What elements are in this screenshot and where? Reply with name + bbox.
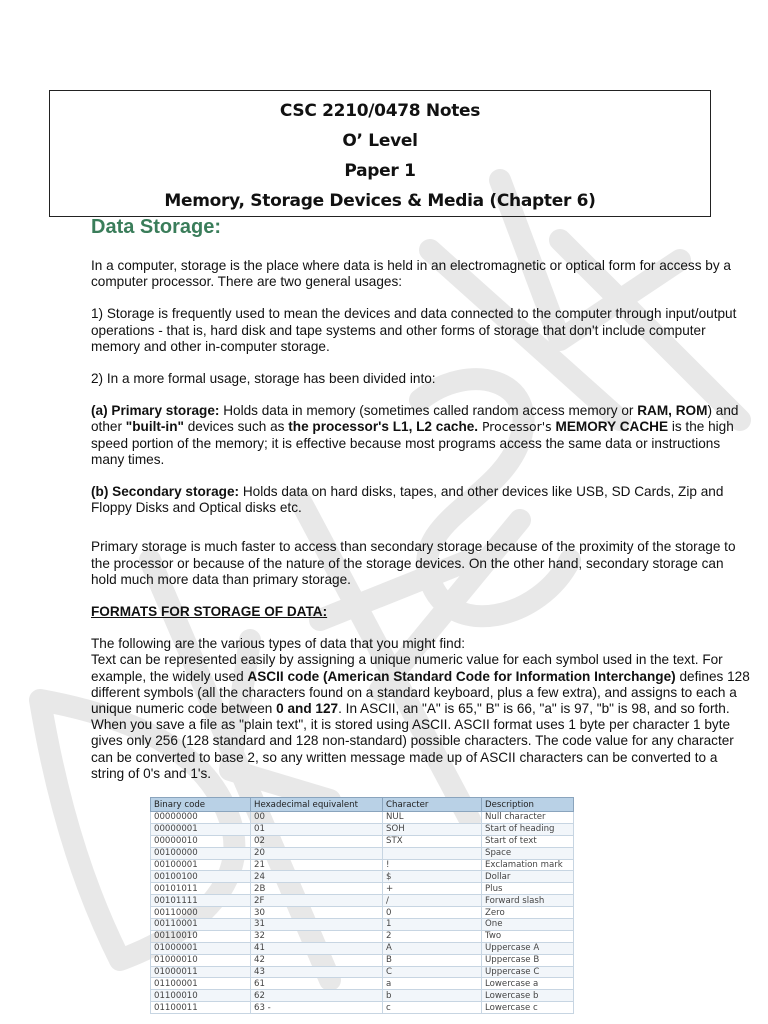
binary-cell: 00110010 xyxy=(151,930,251,942)
primary-text: ) and other xyxy=(91,403,739,435)
formats-heading: FORMATS FOR STORAGE OF DATA: xyxy=(91,604,328,620)
description-cell: Forward slash xyxy=(482,895,574,907)
secondary-label: (b) Secondary storage: xyxy=(91,484,240,500)
description-cell: Plus xyxy=(482,883,574,895)
header-description: Description xyxy=(482,798,574,812)
formats-paragraph xyxy=(91,636,751,782)
ascii-definition: ASCII code (American Standard Code for Information Interchange) xyxy=(247,668,676,684)
hex-cell: 61 xyxy=(251,978,383,990)
table-row xyxy=(151,966,574,978)
table-row xyxy=(151,954,574,966)
table-row xyxy=(151,907,574,919)
table-row xyxy=(151,859,574,871)
built-in: "built-in" xyxy=(125,419,184,435)
table-row xyxy=(151,895,574,907)
table-row xyxy=(151,871,574,883)
binary-cell: 01100010 xyxy=(151,990,251,1002)
binary-cell: 01000001 xyxy=(151,942,251,954)
ram-rom: RAM, ROM xyxy=(637,403,708,419)
primary-text: Holds data in memory (sometimes called random access memory or xyxy=(219,403,638,419)
chapter-title: Memory, Storage Devices & Media (Chapter 6) xyxy=(164,191,596,211)
character-cell: NUL xyxy=(383,812,482,824)
hex-cell: 20 xyxy=(251,847,383,859)
primary-text: is the high speed portion of the memory; it is effective because most programs access the same data or instructions many times. xyxy=(91,419,734,467)
table-row xyxy=(151,835,574,847)
usage-1-paragraph: 1) Storage is frequently used to mean the devices and data connected to the computer through input/output operations - that is, hard disk and tape systems and other forms of storage that don't include computer memory and other in-computer storage. xyxy=(91,306,737,354)
table-row xyxy=(151,823,574,835)
hex-cell: 30 xyxy=(251,907,383,919)
description-cell: One xyxy=(482,919,574,931)
binary-cell: 01100011 xyxy=(151,1002,251,1014)
paper: Paper 1 xyxy=(344,161,416,181)
description-cell: Two xyxy=(482,930,574,942)
table-row xyxy=(151,1002,574,1014)
character-cell: $ xyxy=(383,871,482,883)
description-cell: Null character xyxy=(482,812,574,824)
processor-cache: the processor's L1, L2 cache. xyxy=(288,419,479,435)
character-cell: C xyxy=(383,966,482,978)
memory-cache: MEMORY CACHE xyxy=(555,419,669,435)
character-cell: 1 xyxy=(383,919,482,931)
hex-cell: 32 xyxy=(251,930,383,942)
table-row xyxy=(151,930,574,942)
character-cell xyxy=(383,847,482,859)
description-cell: Uppercase C xyxy=(482,966,574,978)
hex-cell: 42 xyxy=(251,954,383,966)
formats-text: . In ASCII, an "A" is 65," B" is 66, "a" is 97, "b" is 98, and so forth. When you save a file as "plain text", it is stored using ASCII. ASCII format uses 1 byte per character 1 byte gives only 256 (128 standard and 128 non-standard) possible characters. The code value for any character can be converted to base 2, so any written message made up of ASCII characters can be converted to a string of 0's and 1's. xyxy=(91,701,734,781)
binary-cell: 00000001 xyxy=(151,823,251,835)
binary-cell: 00100001 xyxy=(151,859,251,871)
description-cell: Lowercase a xyxy=(482,978,574,990)
formats-text: Text can be represented easily by assigning a unique numeric value for each symbol used in the text. For example, the widely used xyxy=(91,652,723,684)
hex-cell: 02 xyxy=(251,835,383,847)
binary-cell: 00000010 xyxy=(151,835,251,847)
character-cell: + xyxy=(383,883,482,895)
character-cell: b xyxy=(383,990,482,1002)
table-row xyxy=(151,812,574,824)
level: O’ Level xyxy=(342,131,418,151)
description-cell: Lowercase c xyxy=(482,1002,574,1014)
primary-label: (a) Primary storage: xyxy=(91,403,220,419)
hex-cell: 01 xyxy=(251,823,383,835)
table-row xyxy=(151,942,574,954)
table-row xyxy=(151,883,574,895)
description-cell: Uppercase A xyxy=(482,942,574,954)
table-row xyxy=(151,847,574,859)
header-hex: Hexadecimal equivalent xyxy=(251,798,383,812)
character-cell: STX xyxy=(383,835,482,847)
binary-cell: 01100001 xyxy=(151,978,251,990)
description-cell: Zero xyxy=(482,907,574,919)
table-body xyxy=(151,812,574,1014)
hex-cell: 24 xyxy=(251,871,383,883)
table-row xyxy=(151,919,574,931)
formats-intro: The following are the various types of data that you might find: xyxy=(91,636,466,652)
document-body xyxy=(91,258,751,792)
hex-cell: 00 xyxy=(251,812,383,824)
description-cell: Start of heading xyxy=(482,823,574,835)
processor-word: Processor's xyxy=(478,419,556,435)
character-cell: / xyxy=(383,895,482,907)
course-code: CSC 2210/0478 Notes xyxy=(279,101,481,121)
hex-cell: 31 xyxy=(251,919,383,931)
binary-cell: 00101111 xyxy=(151,895,251,907)
hex-cell: 63 - xyxy=(251,1002,383,1014)
secondary-storage-paragraph xyxy=(91,484,751,516)
primary-storage-paragraph xyxy=(91,403,751,468)
ascii-range: 0 and 127 xyxy=(276,701,339,717)
section-title: Data Storage: xyxy=(91,216,222,238)
character-cell: c xyxy=(383,1002,482,1014)
hex-cell: 2B xyxy=(251,883,383,895)
character-cell: SOH xyxy=(383,823,482,835)
intro-paragraph: In a computer, storage is the place where data is held in an electromagnetic or optical form for access by a computer processor. There are two general usages: xyxy=(91,258,731,290)
table-header-row xyxy=(151,798,574,812)
title-box xyxy=(49,90,711,217)
binary-cell: 00000000 xyxy=(151,812,251,824)
character-cell: B xyxy=(383,954,482,966)
binary-cell: 00110001 xyxy=(151,919,251,931)
table-row xyxy=(151,990,574,1002)
description-cell: Exclamation mark xyxy=(482,859,574,871)
binary-cell: 01000010 xyxy=(151,954,251,966)
character-cell: 2 xyxy=(383,930,482,942)
comparison-paragraph: Primary storage is much faster to access than secondary storage because of the proximity of the storage to the processor or because of the nature of the storage devices. On the other hand, secondary storage can hold much more data than primary storage. xyxy=(91,539,736,587)
hex-cell: 2F xyxy=(251,895,383,907)
description-cell: Lowercase b xyxy=(482,990,574,1002)
hex-cell: 21 xyxy=(251,859,383,871)
ascii-table xyxy=(150,797,574,1014)
character-cell: 0 xyxy=(383,907,482,919)
character-cell: A xyxy=(383,942,482,954)
description-cell: Uppercase B xyxy=(482,954,574,966)
character-cell: a xyxy=(383,978,482,990)
character-cell: ! xyxy=(383,859,482,871)
description-cell: Dollar xyxy=(482,871,574,883)
hex-cell: 41 xyxy=(251,942,383,954)
description-cell: Start of text xyxy=(482,835,574,847)
header-character: Character xyxy=(383,798,482,812)
hex-cell: 62 xyxy=(251,990,383,1002)
binary-cell: 00100000 xyxy=(151,847,251,859)
header-binary: Binary code xyxy=(151,798,251,812)
binary-cell: 00101011 xyxy=(151,883,251,895)
table-row xyxy=(151,978,574,990)
binary-cell: 00100100 xyxy=(151,871,251,883)
binary-cell: 01000011 xyxy=(151,966,251,978)
formats-text: defines 128 different symbols (all the characters found on a standard keyboard, plus a few extra), and assigns to each a unique numeric code between xyxy=(91,668,750,717)
usage-2-paragraph: 2) In a more formal usage, storage has been divided into: xyxy=(91,371,436,387)
binary-cell: 00110000 xyxy=(151,907,251,919)
description-cell: Space xyxy=(482,847,574,859)
primary-text: devices such as xyxy=(183,419,289,435)
hex-cell: 43 xyxy=(251,966,383,978)
secondary-text: Holds data on hard disks, tapes, and other devices like USB, SD Cards, Zip and Floppy Disks and Optical disks etc. xyxy=(91,484,724,516)
